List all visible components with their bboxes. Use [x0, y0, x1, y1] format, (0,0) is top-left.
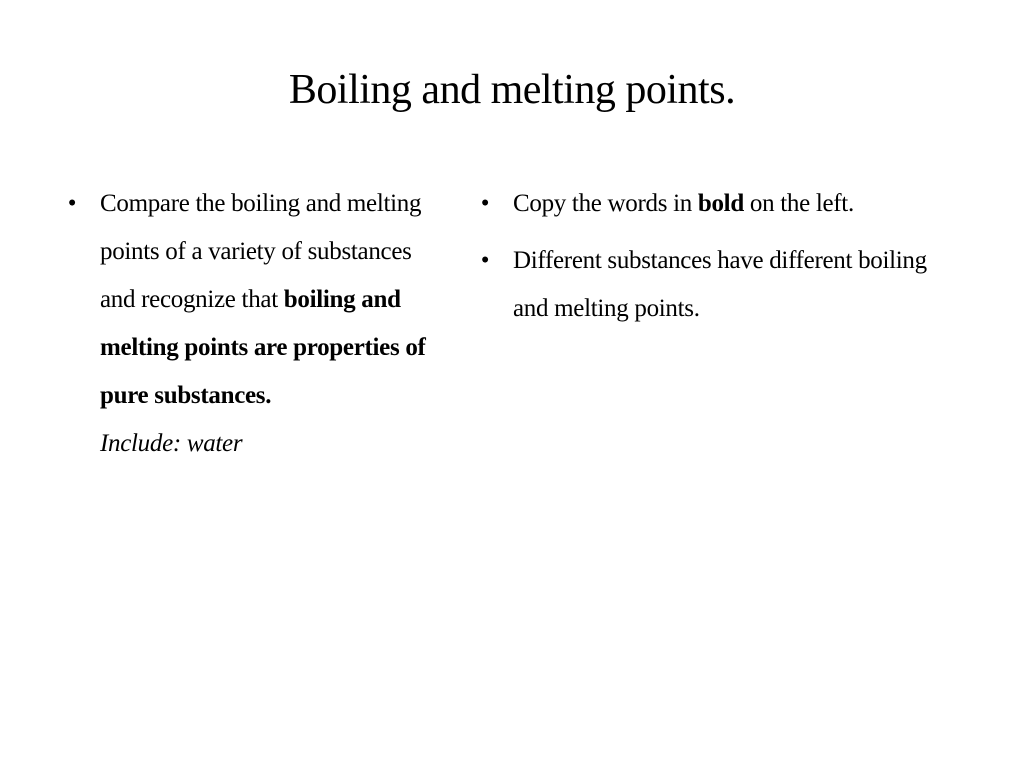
right-bullet-text-after: on the left. [743, 190, 854, 217]
right-bullet-bold-word: bold [697, 190, 744, 217]
left-bullet-text: Compare the boiling and melting points of a variety of substances and recognize that [100, 190, 422, 313]
left-bullet-item [62, 180, 442, 468]
left-bullet-bold-text: boiling and melting points are properties of pure substances. [100, 286, 426, 409]
right-bullet-item-copy [475, 180, 965, 228]
bullet-icon: • [480, 190, 490, 217]
right-bullet-text-before: Copy the words in [513, 190, 698, 217]
left-bullet-italic-text: Include: water [100, 430, 243, 457]
left-column [62, 180, 442, 468]
right-bullet-item-different [475, 237, 965, 333]
slide-title: Boiling and melting points. [288, 67, 736, 113]
bullet-icon: • [67, 190, 77, 217]
right-column [475, 180, 965, 333]
right-bullet-text: Different substances have different boiling and melting points. [513, 247, 927, 322]
bullet-icon: • [480, 247, 490, 274]
